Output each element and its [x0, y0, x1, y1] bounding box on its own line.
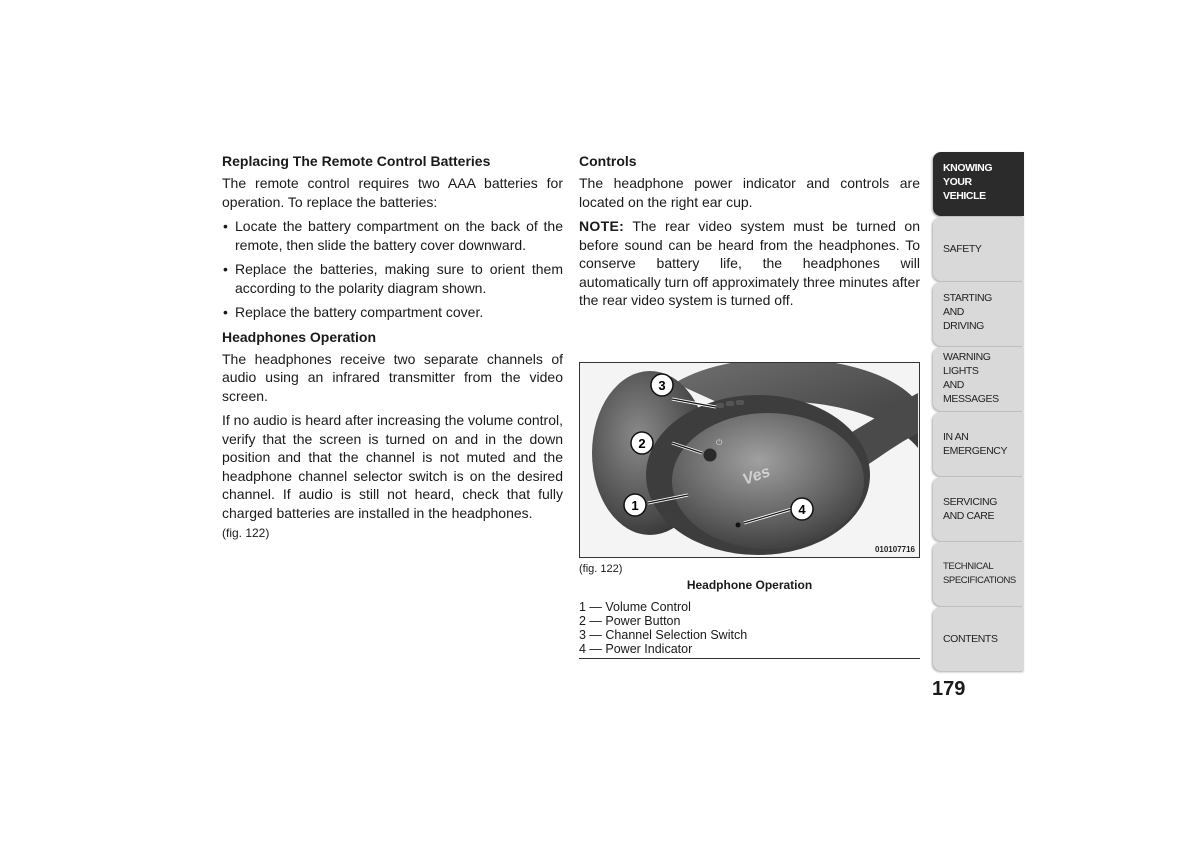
callout-2: [631, 432, 653, 454]
figure-reference: (fig. 122): [222, 526, 270, 540]
heading-controls: Controls: [579, 153, 637, 169]
note-text: The rear video system must be turned on before sound can be heard from the headphones. To conserve battery life, the headphones will automatically turn off approximately three minutes after the rear video system is turned off.: [579, 218, 920, 308]
headphone-figure: [579, 362, 920, 558]
caption-figure-reference: (fig. 122): [579, 563, 623, 575]
paragraph-headphones-1: The headphones receive two separate channels of audio using an infrared transmitter from the video screen.: [222, 350, 563, 404]
figure-legend: [579, 600, 920, 656]
svg-text:⏻: ⏻: [716, 438, 723, 447]
figure-code: 010107716: [874, 545, 915, 554]
heading-headphones-operation: Headphones Operation: [222, 328, 377, 345]
tab-technical-specifications[interactable]: TECHNICAL SPECIFICATIONS: [933, 542, 1024, 606]
callout-4: [791, 498, 813, 520]
figure-caption: [579, 563, 920, 659]
power-button-shape: [703, 448, 717, 462]
legend-item: 3 — Channel Selection Switch: [579, 628, 748, 642]
page-number: 179: [932, 678, 966, 700]
power-indicator-shape: [736, 523, 741, 528]
heading-replacing-batteries: Replacing The Remote Control Batteries: [222, 153, 491, 169]
svg-text:3: 3: [658, 378, 666, 393]
headphone-illustration: [580, 363, 919, 557]
svg-text:4: 4: [798, 502, 806, 517]
legend-item: 4 — Power Indicator: [579, 642, 693, 656]
list-item: • Locate the battery compartment on the back of the remote, then slide the battery cover downward.: [222, 217, 563, 254]
note-label: NOTE:: [579, 218, 625, 234]
svg-text:1: 1: [631, 498, 639, 513]
list-item: • Replace the battery compartment cover.: [222, 303, 563, 322]
tab-knowing-your-vehicle[interactable]: KNOWING YOUR VEHICLE: [933, 152, 1024, 216]
right-column: [579, 152, 920, 316]
svg-text:2: 2: [638, 436, 646, 451]
caption-divider: [579, 658, 920, 659]
battery-steps-list: [222, 217, 563, 322]
tab-starting-and-driving[interactable]: STARTING AND DRIVING: [933, 282, 1024, 346]
legend-item: 1 — Volume Control: [579, 600, 691, 614]
left-column: [222, 152, 563, 543]
tab-contents[interactable]: CONTENTS: [933, 607, 1024, 671]
tab-warning-lights-and-messages[interactable]: WARNING LIGHTS AND MESSAGES: [933, 347, 1024, 411]
tab-safety[interactable]: SAFETY: [933, 217, 1024, 281]
legend-item: 2 — Power Button: [579, 614, 681, 628]
paragraph-batteries: The remote control requires two AAA batteries for operation. To replace the batteries:: [222, 175, 563, 210]
list-item: • Replace the batteries, making sure to orient them according to the polarity diagram shown.: [222, 260, 563, 297]
ves-logo: Ves: [740, 463, 773, 489]
note-paragraph: [579, 217, 920, 310]
right-ear-cup-face: [672, 413, 864, 549]
tab-servicing-and-care[interactable]: SERVICING AND CARE: [933, 477, 1024, 541]
paragraph-headphones-2: If no audio is heard after increasing the volume control, verify that the screen is turned on and in the down position and that the channel is not muted and the headphone channel selector switch is on the desired channel. If audio is still not heard, check that fully charged batteries are installed in the headphones.: [222, 412, 563, 521]
section-tabs: [933, 152, 1024, 672]
callout-1: [624, 494, 646, 516]
callout-3: [651, 374, 673, 396]
caption-title: Headphone Operation: [686, 578, 813, 592]
paragraph-controls: The headphone power indicator and controls are located on the right ear cup.: [579, 175, 920, 210]
channel-switch: [716, 403, 724, 408]
tab-in-an-emergency[interactable]: IN AN EMERGENCY: [933, 412, 1024, 476]
